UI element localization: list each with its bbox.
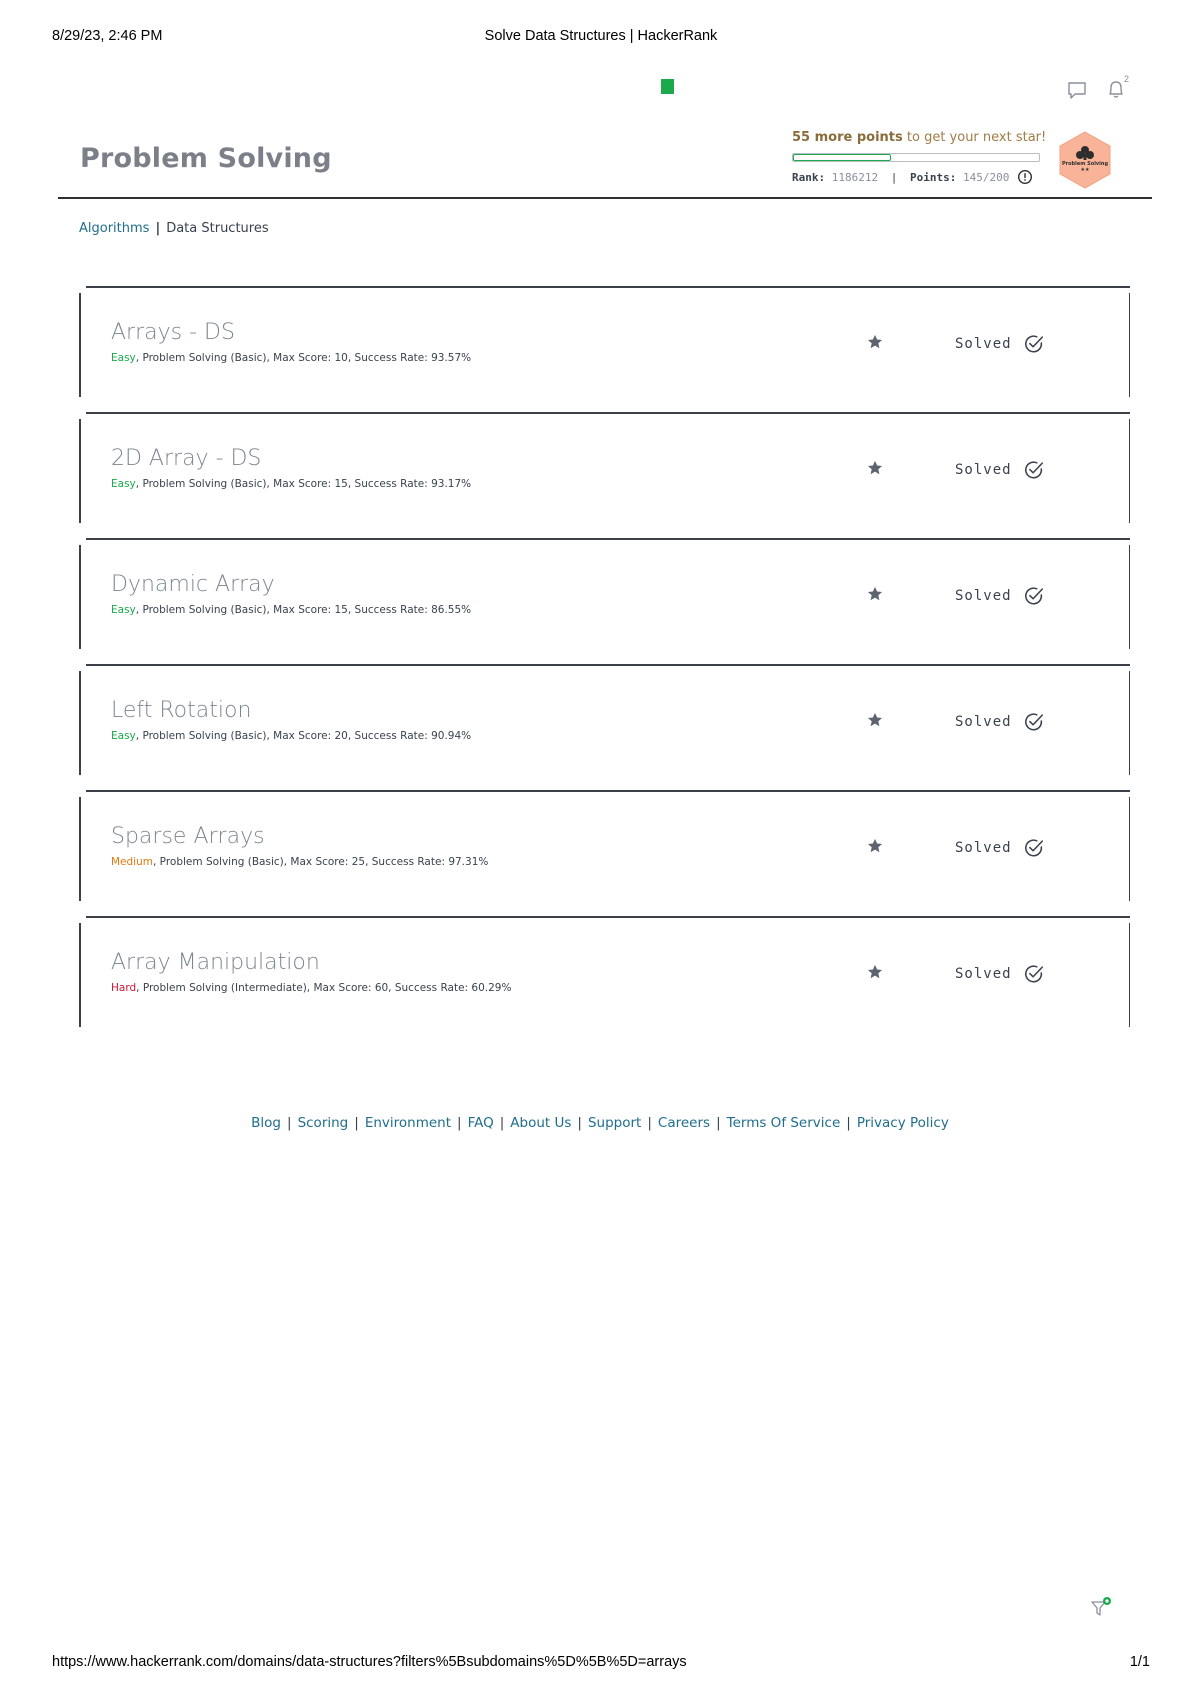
points-value: 145/200 xyxy=(962,171,1010,184)
challenge-card[interactable] xyxy=(79,664,1130,774)
challenge-details xyxy=(111,982,511,994)
problem-solving-badge[interactable] xyxy=(1056,130,1114,190)
footer-links xyxy=(0,1115,1200,1131)
footer-separator: | xyxy=(716,1115,721,1131)
footer-link-environment[interactable]: Environment xyxy=(364,1115,452,1131)
challenge-difficulty: Easy xyxy=(111,604,136,616)
footer-link-support[interactable]: Support xyxy=(587,1115,642,1131)
progress-message-rest: to get your next star! xyxy=(902,130,1047,145)
challenge-title[interactable]: Sparse Arrays xyxy=(111,824,265,849)
challenge-details xyxy=(111,730,471,742)
print-footer xyxy=(52,1654,1150,1674)
card-border xyxy=(1129,293,1131,397)
challenge-card[interactable] xyxy=(79,538,1130,648)
card-border xyxy=(79,923,81,1027)
footer-link-careers[interactable]: Careers xyxy=(657,1115,711,1131)
print-title: Solve Data Structures | HackerRank xyxy=(484,28,718,44)
challenge-details-text: , Problem Solving (Intermediate), Max Score: 60, Success Rate: 60.29% xyxy=(136,982,512,994)
challenge-status: Solved xyxy=(955,588,1012,604)
card-border xyxy=(1129,797,1131,901)
badge-label xyxy=(1056,161,1114,173)
challenge-title[interactable]: 2D Array - DS xyxy=(111,446,262,471)
rank-points-line xyxy=(792,171,1009,184)
footer-link-blog[interactable]: Blog xyxy=(251,1115,281,1131)
card-border xyxy=(86,538,1130,540)
card-border xyxy=(79,671,81,775)
challenge-status: Solved xyxy=(955,966,1012,982)
challenge-details xyxy=(111,604,471,616)
footer-separator: | xyxy=(457,1115,462,1131)
badge-label-line1: Problem Solving xyxy=(1061,161,1109,167)
points-label: Points: xyxy=(909,171,957,184)
solved-check-icon xyxy=(1023,963,1045,985)
card-border xyxy=(1129,671,1131,775)
card-border xyxy=(1129,923,1131,1027)
challenge-details xyxy=(111,478,471,490)
challenge-details-text: , Problem Solving (Basic), Max Score: 20, Success Rate: 90.94% xyxy=(135,730,472,742)
challenge-title[interactable]: Arrays - DS xyxy=(111,320,235,345)
footer-separator: | xyxy=(577,1115,582,1131)
breadcrumb xyxy=(79,221,269,236)
challenge-status: Solved xyxy=(955,462,1012,478)
progress-message xyxy=(792,130,1046,145)
challenge-details-text: , Problem Solving (Basic), Max Score: 10, Success Rate: 93.57% xyxy=(135,352,472,364)
challenge-title[interactable]: Left Rotation xyxy=(111,698,252,723)
card-border xyxy=(86,286,1130,288)
page-title: Problem Solving xyxy=(80,143,332,174)
challenge-difficulty: Hard xyxy=(111,982,137,994)
rank-separator: | xyxy=(890,171,898,184)
footer-link-faq[interactable]: FAQ xyxy=(467,1115,494,1131)
card-border xyxy=(86,664,1130,666)
breadcrumb-current: Data Structures xyxy=(166,221,269,236)
challenge-difficulty: Medium xyxy=(111,856,153,868)
bookmark-star-icon[interactable] xyxy=(866,711,884,729)
footer-separator: | xyxy=(647,1115,652,1131)
challenge-card[interactable] xyxy=(79,790,1130,900)
card-border xyxy=(1129,545,1131,649)
card-border xyxy=(1129,419,1131,523)
chat-icon[interactable] xyxy=(1067,80,1087,100)
challenge-details-text: , Problem Solving (Basic), Max Score: 15, Success Rate: 93.17% xyxy=(135,478,472,490)
challenge-difficulty: Easy xyxy=(111,730,136,742)
bookmark-star-icon[interactable] xyxy=(866,333,884,351)
challenge-details xyxy=(111,856,488,868)
info-icon[interactable] xyxy=(1017,169,1033,185)
print-header xyxy=(52,28,1150,48)
breadcrumb-separator: | xyxy=(155,221,161,236)
filter-icon[interactable] xyxy=(1090,1596,1114,1620)
challenge-difficulty: Easy xyxy=(111,478,136,490)
points-needed: 55 more points xyxy=(792,130,903,145)
card-border xyxy=(79,419,81,523)
challenge-status: Solved xyxy=(955,840,1012,856)
card-border xyxy=(79,545,81,649)
footer-link-terms-of-service[interactable]: Terms Of Service xyxy=(726,1115,841,1131)
challenge-card[interactable] xyxy=(79,916,1130,1026)
footer-separator: | xyxy=(354,1115,359,1131)
solved-check-icon xyxy=(1023,837,1045,859)
rank-value: 1186212 xyxy=(831,171,879,184)
star-progress-fill xyxy=(793,154,891,161)
solved-check-icon xyxy=(1023,711,1045,733)
solved-check-icon xyxy=(1023,585,1045,607)
header-divider xyxy=(58,197,1152,199)
bookmark-star-icon[interactable] xyxy=(866,459,884,477)
challenge-details xyxy=(111,352,471,364)
challenge-card[interactable] xyxy=(79,286,1130,396)
print-page-number: 1/1 xyxy=(1129,1654,1150,1670)
bookmark-star-icon[interactable] xyxy=(866,963,884,981)
print-date: 8/29/23, 2:46 PM xyxy=(52,28,163,44)
card-border xyxy=(79,797,81,901)
footer-link-privacy-policy[interactable]: Privacy Policy xyxy=(856,1115,949,1131)
print-url: https://www.hackerrank.com/domains/data-structures?filters%5Bsubdomains%5D%5B%5D=arrays xyxy=(52,1654,687,1670)
challenge-details-text: , Problem Solving (Basic), Max Score: 25, Success Rate: 97.31% xyxy=(153,856,489,868)
footer-link-scoring[interactable]: Scoring xyxy=(297,1115,349,1131)
card-border xyxy=(79,293,81,397)
footer-separator: | xyxy=(287,1115,292,1131)
bookmark-star-icon[interactable] xyxy=(866,837,884,855)
challenge-title[interactable]: Array Manipulation xyxy=(111,950,320,975)
breadcrumb-algorithms-link[interactable]: Algorithms xyxy=(79,221,150,236)
solved-check-icon xyxy=(1023,459,1045,481)
footer-separator: | xyxy=(846,1115,851,1131)
footer-separator: | xyxy=(499,1115,505,1131)
card-border xyxy=(86,790,1130,792)
bookmark-star-icon[interactable] xyxy=(866,585,884,603)
challenge-card[interactable] xyxy=(79,412,1130,522)
challenge-difficulty: Easy xyxy=(111,352,136,364)
challenge-status: Solved xyxy=(955,714,1012,730)
solved-check-icon xyxy=(1023,333,1045,355)
badge-label-line2: ★★ xyxy=(1080,167,1090,173)
challenge-details-text: , Problem Solving (Basic), Max Score: 15, Success Rate: 86.55% xyxy=(135,604,472,616)
card-border xyxy=(86,412,1130,414)
footer-link-about-us[interactable]: About Us xyxy=(510,1115,572,1131)
hackerrank-logo[interactable] xyxy=(661,79,674,94)
star-progress-bar xyxy=(792,153,1040,162)
card-border xyxy=(86,916,1130,918)
notification-count: 2 xyxy=(1124,74,1130,84)
challenge-status: Solved xyxy=(955,336,1012,352)
challenge-title[interactable]: Dynamic Array xyxy=(111,572,275,597)
rank-label: Rank: xyxy=(792,171,826,184)
